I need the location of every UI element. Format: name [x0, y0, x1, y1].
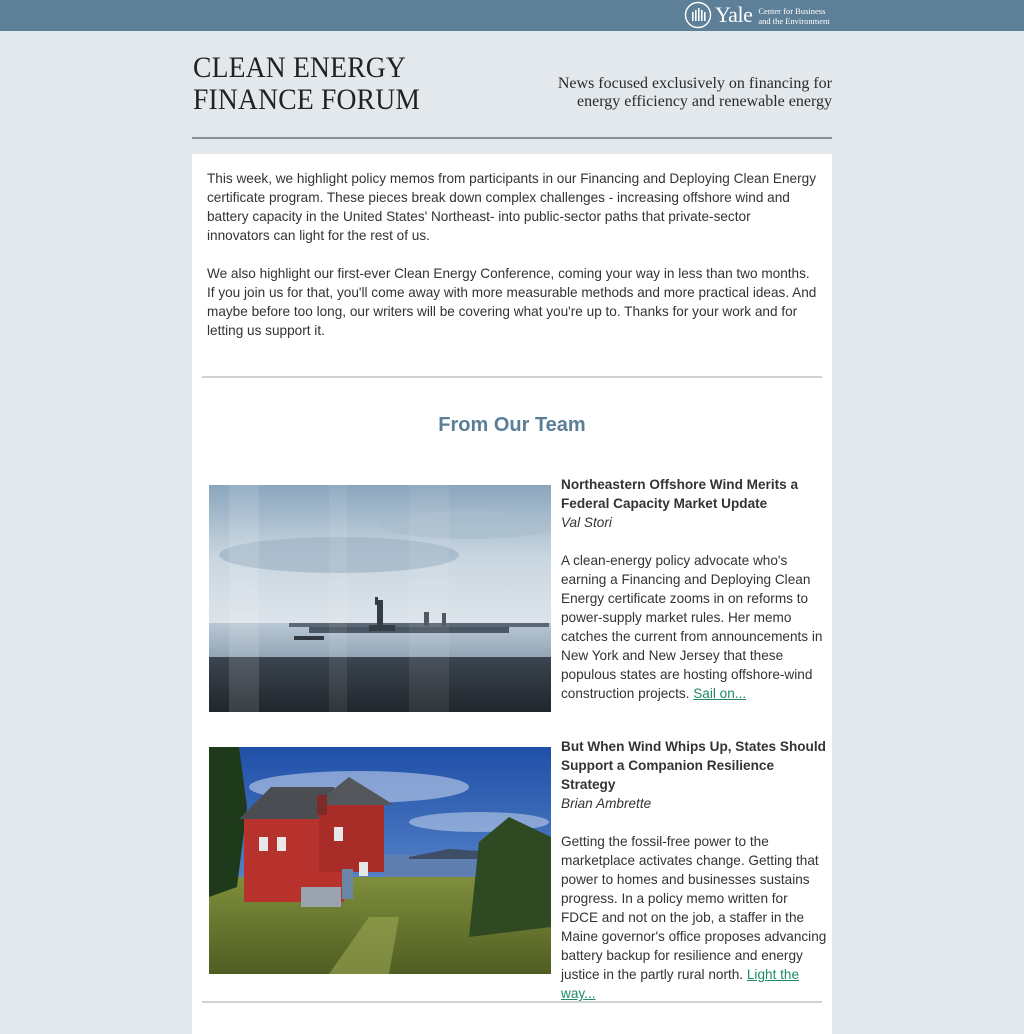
article-body — [561, 832, 827, 1003]
article-title[interactable]: But When Wind Whips Up, States Should Support a Companion Resilience Strategy — [561, 739, 826, 792]
masthead-divider — [192, 137, 832, 139]
article-author: Brian Ambrette — [561, 796, 652, 811]
article-image-red-house[interactable] — [209, 747, 551, 974]
read-more-link[interactable]: Sail on... — [693, 686, 747, 701]
article-author: Val Stori — [561, 515, 612, 530]
logo-subtitle — [758, 6, 829, 26]
newsletter-title: CLEAN ENERGY FINANCE FORUM — [193, 51, 421, 116]
article-summary: A clean-energy policy advocate who's earning a Financing and Deploying Clean Energy certificate zooms in on reforms to power-supply market rules. Her memo catches the current from announcements in New York and New Jersey that these populous states are hosting offshore-wind construction projects. — [561, 553, 823, 701]
article-body — [561, 551, 827, 703]
red-house-photo — [209, 747, 551, 974]
logo-subtitle-line1: Center for Business — [758, 5, 826, 16]
newsletter-tagline: News focused exclusively on financing for energy efficiency and renewable energy — [557, 75, 832, 110]
read-more-link[interactable]: Light the way... — [561, 967, 800, 1001]
section-heading: From Our Team — [438, 414, 586, 436]
section-divider-bottom — [202, 1001, 822, 1003]
article-2 — [561, 737, 827, 1003]
intro-text — [207, 169, 817, 359]
logo-word: Yale — [715, 2, 753, 27]
article-image-statue-of-liberty[interactable] — [209, 485, 551, 712]
yale-seal-icon — [684, 1, 712, 29]
article-summary: Getting the fossil-free power to the marketplace activates change. Getting that power to homes and businesses sustains progress. In a policy memo written for FDCE and not on the job, a staffer in the Maine governor's office proposes advancing battery backup for resilience and energy justice in the partly rural north. — [561, 834, 827, 982]
harbor-photo — [209, 485, 551, 712]
content-card — [192, 154, 832, 1034]
intro-paragraph-2: We also highlight our first-ever Clean Energy Conference, coming your way in less than two months. If you join us for that, you'll come away with more measurable methods and more practical ideas. And maybe before too long, our writers will be covering what you're up to. Thanks for your work and for letting us support it. — [207, 266, 817, 338]
article-title[interactable]: Northeastern Offshore Wind Merits a Federal Capacity Market Update — [561, 477, 799, 511]
logo-subtitle-line2: and the Environment — [758, 15, 830, 26]
intro-paragraph-1: This week, we highlight policy memos from participants in our Financing and Deploying Clean Energy certificate program. These pieces break down complex challenges - increasing offshore wind and battery capacity in the United States' Northeast- into public-sector paths that private-sector innovators can light for the rest of us. — [207, 171, 816, 243]
top-bar — [0, 0, 1024, 31]
yale-cbey-logo[interactable] — [684, 1, 830, 29]
section-divider — [202, 376, 822, 378]
article-1 — [561, 475, 827, 703]
